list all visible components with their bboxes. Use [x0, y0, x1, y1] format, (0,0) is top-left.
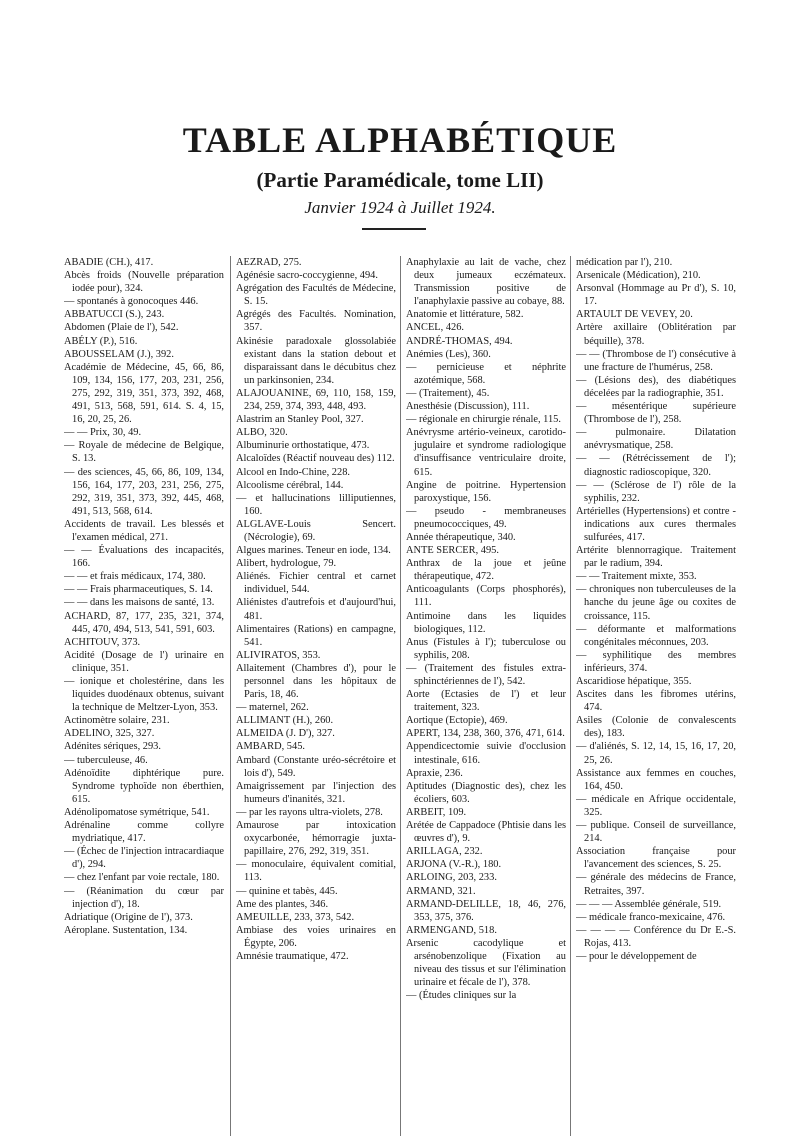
- index-entry: — (Traitement des fistules extra-sphinctériennes de l'), 542.: [406, 662, 566, 687]
- page-subtitle: (Partie Paramédicale, tome LII): [256, 168, 544, 192]
- index-entry: — pour le développement de: [576, 950, 697, 962]
- index-entry: — médicale en Afrique occidentale, 325.: [576, 793, 736, 818]
- index-entry: — ionique et cholestérine, dans les liquides duodénaux obtenus, suivant la technique de Meltzer-Lyon, 353.: [64, 676, 224, 714]
- index-entry: Ambard (Constante uréo-sécrétoire et lois d'), 549.: [236, 754, 396, 779]
- index-entry: — (Échec de l'injection intracardiaque d'), 294.: [64, 846, 224, 871]
- index-entry: — chez l'enfant par voie rectale, 180.: [64, 872, 220, 884]
- index-columns: [64, 256, 740, 1136]
- index-entry: ALGLAVE-Louis Sencert. (Nécrologie), 69.: [236, 518, 396, 543]
- index-entry: ARTAULT DE VEVEY, 20.: [576, 309, 693, 321]
- index-entry: — — dans les maisons de santé, 13.: [64, 597, 215, 609]
- index-entry: Artère axillaire (Oblitération par béquille), 378.: [576, 322, 736, 347]
- index-entry: Anesthésie (Discussion), 111.: [406, 401, 530, 413]
- index-entry: APERT, 134, 238, 360, 376, 471, 614.: [406, 728, 565, 740]
- index-column-2: [236, 256, 396, 1136]
- index-entry: — spontanés à gonocoques 446.: [64, 296, 199, 308]
- index-entry: — — Frais pharmaceutiques, S. 14.: [64, 584, 213, 596]
- index-entry: Allaitement (Chambres d'), pour le personnel dans les hôpitaux de Paris, 18, 46.: [236, 662, 396, 701]
- index-entry: Adriatique (Origine de l'), 373.: [64, 911, 193, 923]
- index-entry: Anatomie et littérature, 582.: [406, 309, 524, 321]
- index-entry: Association française pour l'avancement des sciences, S. 25.: [576, 846, 736, 871]
- index-entry: — — Traitement mixte, 353.: [576, 571, 697, 583]
- index-entry: Alcool en Indo-Chine, 228.: [236, 466, 350, 478]
- index-entry: Abdomen (Plaie de l'), 542.: [64, 322, 179, 334]
- index-entry: — (Études cliniques sur la: [406, 990, 517, 1002]
- index-entry: — régionale en chirurgie rénale, 115.: [406, 414, 561, 426]
- index-entry: Albuminurie orthostatique, 473.: [236, 440, 370, 452]
- index-entry: ALMEIDA (J. D'), 327.: [236, 728, 335, 740]
- page-header: [0, 120, 800, 218]
- index-entry: Aptitudes (Diagnostic des), chez les écoliers, 603.: [406, 780, 566, 805]
- index-entry: ABÉLY (P.), 516.: [64, 335, 138, 347]
- index-entry: ARMENGAND, 518.: [406, 924, 497, 936]
- index-entry: — — et frais médicaux, 174, 380.: [64, 571, 206, 583]
- index-entry: Agrégés des Facultés. Nomination, 357.: [236, 309, 396, 334]
- index-entry: — (Traitement), 45.: [406, 387, 490, 399]
- index-entry: Aliénés. Fichier central et carnet individuel, 544.: [236, 571, 396, 596]
- index-entry: Appendicectomie suivie d'occlusion intestinale, 616.: [406, 741, 566, 766]
- index-entry: Actinomètre solaire, 231.: [64, 715, 170, 727]
- index-entry: Aorte (Ectasies de l') et leur traitement, 323.: [406, 689, 566, 714]
- index-entry: — syphilitique des membres inférieurs, 374.: [576, 649, 736, 674]
- index-entry: Alastrim an Stanley Pool, 327.: [236, 414, 364, 426]
- index-entry: Akinésie paradoxale glossolabiée existant dans la station debout et disparaissant dans le décubitus chez un parkinsonien, 234.: [236, 335, 396, 386]
- index-entry: — des sciences, 45, 66, 86, 109, 134, 156, 164, 177, 203, 231, 256, 275, 292, 319, 351, 373, 392, 445, 468, 491, 513, 568, 614.: [64, 466, 224, 517]
- index-entry: Adénolipomatose symétrique, 541.: [64, 806, 210, 818]
- index-entry: — et hallucinations lilliputiennes, 160.: [236, 492, 396, 517]
- index-entry: Aliénistes d'autrefois et d'aujourd'hui, 481.: [236, 597, 396, 622]
- index-entry: — mésentérique supérieure (Thrombose de l'), 258.: [576, 401, 736, 426]
- index-entry: ALIVIRATOS, 353.: [236, 649, 321, 661]
- index-entry: Académie de Médecine, 45, 66, 86, 109, 134, 156, 177, 203, 231, 256, 275, 292, 319, 351, 373, 392, 468, 491, 513, 568, 591, 614. S. 4, 15, 16, 20, 25, 26.: [64, 361, 224, 426]
- index-entry: — — — — Conférence du Dr E.-S. Rojas, 413.: [576, 924, 736, 949]
- index-entry: Algues marines. Teneur en iode, 134.: [236, 545, 391, 557]
- index-entry: Année thérapeutique, 340.: [406, 531, 516, 543]
- index-entry: Agrégation des Facultés de Médecine, S. 15.: [236, 283, 396, 308]
- index-entry: Alibert, hydrologue, 79.: [236, 558, 337, 570]
- title-rule: [362, 228, 426, 230]
- index-entry: — (Réanimation du cœur par injection d'), 18.: [64, 885, 224, 910]
- index-entry: — pseudo - membraneuses pneumococciques, 49.: [406, 505, 566, 530]
- index-entry: ALLIMANT (H.), 260.: [236, 715, 334, 727]
- index-column-3: [406, 256, 566, 1136]
- index-entry: Accidents de travail. Les blessés et l'examen médical, 271.: [64, 518, 224, 543]
- index-entry: — chroniques non tuberculeuses de la hanche du jeune âge ou coxites de croissance, 115.: [576, 584, 736, 622]
- index-entry: Alcaloïdes (Réactif nouveau des) 112.: [236, 453, 395, 465]
- index-entry: ALAJOUANINE, 69, 110, 158, 159, 234, 259, 374, 393, 448, 493.: [236, 387, 396, 413]
- index-entry: Alcoolisme cérébral, 144.: [236, 479, 344, 491]
- page-title: TABLE ALPHABÉTIQUE: [182, 120, 618, 160]
- index-entry: — tuberculeuse, 46.: [64, 754, 148, 766]
- index-entry: — — Évaluations des incapacités, 166.: [64, 545, 224, 570]
- index-entry: — pernicieuse et néphrite azotémique, 568.: [406, 361, 566, 386]
- index-entry: — maternel, 262.: [236, 702, 309, 714]
- index-entry: — Royale de médecine de Belgique, S. 13.: [64, 440, 224, 465]
- index-entry: ARMAND, 321.: [406, 885, 476, 897]
- date-range: Janvier 1924 à Juillet 1924.: [304, 198, 496, 217]
- index-entry: ARJONA (V.-R.), 180.: [406, 859, 502, 871]
- index-entry: — — Prix, 30, 49.: [64, 427, 142, 439]
- index-entry: — monoculaire, équivalent comitial, 113.: [236, 859, 396, 884]
- index-entry: ABOUSSELAM (J.), 392.: [64, 348, 174, 360]
- index-entry: Apraxie, 236.: [406, 767, 463, 779]
- index-entry: AMBARD, 545.: [236, 741, 305, 753]
- index-entry: ABBATUCCI (S.), 243.: [64, 309, 165, 321]
- index-entry: Artérielles (Hypertensions) et contre - indications aux cures thermales sulfurées, 417.: [576, 505, 736, 543]
- index-entry: Ascaridiose hépatique, 355.: [576, 676, 692, 687]
- index-entry: Anaphylaxie au lait de vache, chez deux jumeaux eczémateux. Transmission positive de l'anaphylaxie passive au cobaye, 88.: [406, 257, 566, 308]
- index-entry: ACHITOUV, 373.: [64, 636, 141, 648]
- index-column-1: [64, 256, 224, 1136]
- index-entry: Arsonval (Hommage au Pr d'), S. 10, 17.: [576, 283, 736, 308]
- index-entry: Adénites sériques, 293.: [64, 741, 161, 753]
- index-entry: ARLOING, 203, 233.: [406, 872, 497, 884]
- index-entry: médication par l'), 210.: [576, 257, 673, 268]
- index-entry: — par les rayons ultra-violets, 278.: [236, 806, 383, 818]
- index-entry: Anus (Fistules à l'); tuberculose ou syphilis, 208.: [406, 636, 566, 661]
- index-entry: ARBEIT, 109.: [406, 806, 467, 818]
- index-entry: Agénésie sacro-coccygienne, 494.: [236, 270, 378, 282]
- index-entry: Aortique (Ectopie), 469.: [406, 715, 508, 727]
- index-entry: Amnésie traumatique, 472.: [236, 950, 349, 962]
- index-entry: ARMAND-DELILLE, 18, 46, 276, 353, 375, 376.: [406, 898, 566, 923]
- column-divider: [570, 256, 571, 1136]
- index-entry: Amaigrissement par l'injection des humeurs d'inanités, 321.: [236, 780, 396, 805]
- index-entry: ARILLAGA, 232.: [406, 846, 483, 858]
- index-entry: Antimoine dans les liquides biologiques, 112.: [406, 610, 566, 635]
- index-entry: ANCEL, 426.: [406, 322, 465, 334]
- index-entry: Arétée de Cappadoce (Phtisie dans les œuvres d'), 9.: [406, 820, 566, 845]
- index-entry: ABADIE (CH.), 417.: [64, 257, 154, 268]
- index-entry: ADELINO, 325, 327.: [64, 728, 155, 740]
- index-entry: ANDRÉ-THOMAS, 494.: [406, 335, 513, 347]
- index-entry: — — (Rétrécissement de l'); diagnostic radioscopique, 320.: [576, 453, 736, 478]
- index-entry: Acidité (Dosage de l') urinaire en clinique, 351.: [64, 649, 224, 674]
- index-entry: Anticoagulants (Corps phosphorés), 111.: [406, 584, 566, 609]
- index-entry: Angine de poitrine. Hypertension paroxystique, 156.: [406, 479, 566, 504]
- index-entry: ANTE SERCER, 495.: [406, 545, 499, 557]
- index-entry: Arsenicale (Médication), 210.: [576, 270, 701, 282]
- index-entry: — — (Sclérose de l') rôle de la syphilis, 232.: [576, 479, 736, 504]
- index-entry: Abcès froids (Nouvelle préparation iodée pour), 324.: [64, 270, 224, 295]
- index-entry: — quinine et tabès, 445.: [236, 885, 338, 897]
- index-entry: Aéroplane. Sustentation, 134.: [64, 924, 188, 936]
- index-entry: Arsenic cacodylique et arsénobenzolique (Fixation au niveau des tissus et sur l'élimination urinaire et fécale de l'), 378.: [406, 937, 566, 989]
- column-divider: [230, 256, 231, 1136]
- index-entry: Alimentaires (Rations) en campagne, 541.: [236, 623, 396, 648]
- index-entry: — médicale franco-mexicaine, 476.: [576, 911, 726, 923]
- index-entry: Anévrysme artério-veineux, carotido-jugulaire et syndrome radiologique d'insuffisance ventriculaire droite, 615.: [406, 427, 566, 478]
- index-entry: Anthrax de la joue et jeûne thérapeutique, 472.: [406, 558, 566, 583]
- index-entry: Adrénaline comme collyre mydriatique, 417.: [64, 820, 224, 845]
- index-entry: — — (Thrombose de l') consécutive à une fracture de l'humérus, 258.: [576, 348, 736, 373]
- index-entry: — déformante et malformations congénitales méconnues, 203.: [576, 623, 736, 648]
- index-entry: Amaurose par intoxication oxycarbonée, hémorragie juxta-papillaire, 276, 292, 319, 351.: [236, 820, 396, 858]
- index-entry: ALBO, 320.: [236, 427, 288, 439]
- index-entry: Assistance aux femmes en couches, 164, 450.: [576, 767, 736, 792]
- index-entry: — pulmonaire. Dilatation anévrysmatique, 258.: [576, 427, 736, 452]
- index-entry: Asiles (Colonie de convalescents des), 183.: [576, 715, 736, 740]
- index-entry: — générale des médecins de France, Retraites, 397.: [576, 872, 736, 897]
- index-entry: Artérite blennorragique. Traitement par le radium, 394.: [576, 545, 736, 570]
- index-entry: — (Lésions des), des diabétiques décelées par la radiographie, 351.: [576, 374, 736, 399]
- index-entry: ACHARD, 87, 177, 235, 321, 374, 445, 470, 494, 513, 541, 591, 603.: [64, 610, 224, 635]
- column-divider: [400, 256, 401, 1136]
- index-entry: Ascites dans les fibromes utérins, 474.: [576, 689, 736, 714]
- index-entry: AEZRAD, 275.: [236, 257, 302, 268]
- index-entry: Ambiase des voies urinaires en Égypte, 206.: [236, 924, 396, 949]
- index-entry: Anémies (Les), 360.: [406, 348, 491, 360]
- index-entry: Ame des plantes, 346.: [236, 898, 329, 910]
- index-entry: — d'aliénés, S. 12, 14, 15, 16, 17, 20, 25, 26.: [576, 741, 736, 766]
- index-column-4: [576, 256, 736, 1136]
- index-entry: — — — Assemblée générale, 519.: [576, 898, 722, 910]
- index-entry: AMEUILLE, 233, 373, 542.: [236, 911, 355, 923]
- index-entry: Adénoïdite diphtérique pure. Syndrome typhoïde non éberthien, 615.: [64, 767, 224, 805]
- index-entry: — publique. Conseil de surveillance, 214.: [576, 820, 736, 845]
